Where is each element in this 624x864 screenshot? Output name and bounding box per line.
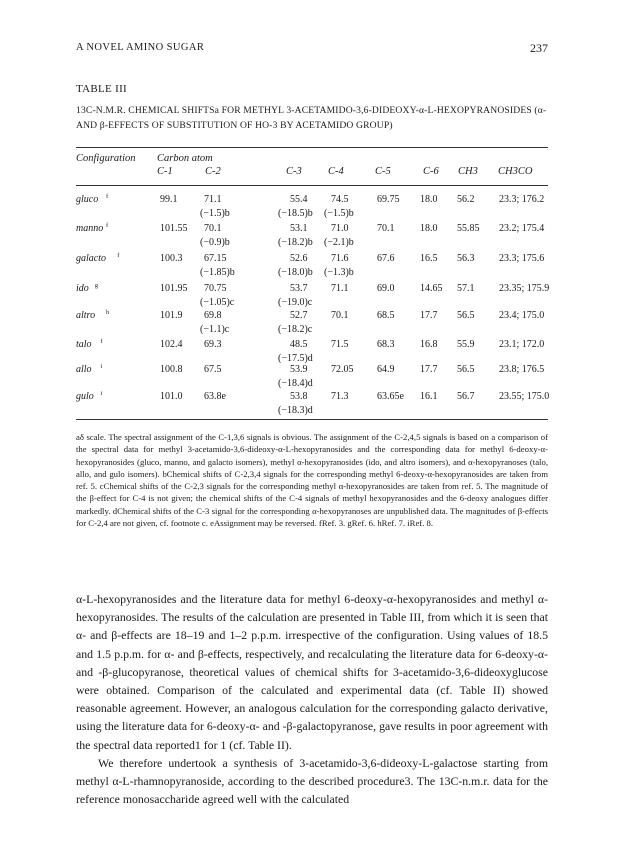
cell-ch3co: 23.35; 175.9 [499,283,550,294]
cell-c2: 69.3 [204,339,222,350]
cell-c6: 18.0 [420,194,438,205]
table-caption: 13C-N.M.R. CHEMICAL SHIFTSa FOR METHYL 3-ACETAMIDO-3,6-DIDEOXY-α-L-HEXOPYRANOSIDES (α- AND β-EFFECTS OF SUBSTITUTION OF HO-3 BY ACETAMIDO GROUP) [76,105,547,131]
cell-c1: 101.0 [160,391,183,402]
running-title: A NOVEL AMINO SUGAR [76,42,205,53]
configuration-footnote-mark: f [100,338,103,345]
page-number: 237 [530,41,548,55]
cell-c4: 71.1 [331,283,349,294]
cell-c6: 16.5 [420,253,438,264]
cell-c3: 53.7 [290,283,308,294]
header-c1: C-1 [157,166,173,177]
cell-c5: 67.6 [377,253,395,264]
cell-c6: 14.65 [420,283,443,294]
cell-c4: 74.5 [331,194,349,205]
cell-c3-effect: (−18.3)d [278,405,313,416]
cell-ch3co: 23.1; 172.0 [499,339,545,350]
configuration-footnote-mark: f [106,222,109,229]
cell-c6: 17.7 [420,364,438,375]
cell-c5: 69.75 [377,194,400,205]
cell-c1: 101.9 [160,310,183,321]
cell-c3-effect: (−18.5)b [278,208,313,219]
cell-c2: 67.15 [204,253,227,264]
cell-c2: 70.1 [204,223,222,234]
row-configuration: altro [76,310,96,321]
row-configuration: allo [76,364,92,375]
cell-c6: 16.1 [420,391,438,402]
cell-ch3: 55.9 [457,339,475,350]
row-configuration: gluco [76,194,99,205]
cell-ch3: 56.5 [457,364,475,375]
cell-c4-effect: (−2.1)b [324,237,354,248]
cell-c1: 102.4 [160,339,183,350]
cell-c2-effect: (−0.9)b [200,237,230,248]
cell-c5: 70.1 [377,223,395,234]
cell-c6: 18.0 [420,223,438,234]
header-configuration: Configuration [76,153,136,164]
cell-c4: 71.3 [331,391,349,402]
running-head [76,42,548,58]
cell-c3-effect: (−18.2)b [278,237,313,248]
cell-c3-effect: (−18.4)d [278,378,313,389]
header-carbon-atom: Carbon atom [157,153,213,164]
cell-c3: 53.8 [290,391,308,402]
cell-c2: 67.5 [204,364,222,375]
cell-c3-effect: (−19.0)c [278,297,313,308]
cell-c4: 71.6 [331,253,349,264]
cell-c2-effect: (−1.05)c [200,297,235,308]
cell-c2-effect: (−1.5)b [200,208,230,219]
cell-ch3: 56.5 [457,310,475,321]
cell-c3-effect: (−17.5)d [278,353,313,364]
cell-ch3co: 23.8; 176.5 [499,364,545,375]
header-ch3co: CH3CO [498,166,533,177]
cell-c4: 70.1 [331,310,349,321]
table-bottom-rule [76,419,548,420]
cell-ch3co: 23.3; 175.6 [499,253,545,264]
row-configuration: manno [76,223,104,234]
table-header-rule [76,185,548,186]
cell-ch3co: 23.4; 175.0 [499,310,545,321]
cell-c2: 71.1 [204,194,222,205]
body-text [76,590,548,808]
cell-c5: 69.0 [377,283,395,294]
header-c6: C-6 [423,166,439,177]
configuration-footnote-mark: f [106,193,109,200]
configuration-footnote-mark: g [94,282,99,289]
header-c4: C-4 [328,166,344,177]
cell-c4: 72.05 [331,364,354,375]
body-paragraph: We therefore undertook a synthesis of 3-acetamido-3,6-dideoxy-L-galactose starting from methyl α-L-rhamnopyranoside, according to the described procedure3. The 13C-n.m.r. data for the reference monosaccharide agreed well with the calculated [76,755,548,807]
header-c5: C-5 [375,166,391,177]
cell-c3: 52.7 [290,310,308,321]
cell-ch3co: 23.3; 176.2 [499,194,545,205]
cell-ch3: 57.1 [457,283,475,294]
row-configuration: talo [76,339,92,350]
cell-c3: 53.9 [290,364,308,375]
table-footnote: aδ scale. The spectral assignment of the C-1,3,6 signals is obvious. The assignment of the C-2,4,5 signals is based on a comparison of the spectral data for methyl 3-acetamido-3,6-dideoxy-α-L-hexopyranosides and the corresponding data for methyl 6-deoxy-α-hexopyranosides (gluco, manno, and galacto isomers), methyl α-hexopyranosides (ido, and altro isomers), and α-hexopyranoses (talo, allo, and gulo isomers). bChemical shifts of C-2,3,4 signals for the corresponding methyl 6-deoxy-α-hexopyranosides are taken from ref. 5. cChemical shifts of the C-2,3 signals for the corresponding methyl α-hexopyranosides are taken from ref. 5. The magnitude of the β-effect for C-4 is not given; the chemical shifts of the C-4 signals of methyl hexopyranosides and the 6-deoxy analogues differ markedly. dChemical shifts of the C-3 signal for the corresponding α-hexopyranoses are unpublished data. The magnitudes of β-effects for C-2,4 are not given, cf. footnote c. eAssignment may be reversed. fRef. 3. gRef. 6. hRef. 7. iRef. 8. [76,432,548,529]
cell-ch3: 55.85 [457,223,480,234]
cell-c1: 101.55 [160,223,188,234]
cell-c3: 53.1 [290,223,308,234]
configuration-footnote-mark: f [117,252,120,259]
cell-c1: 100.3 [160,253,183,264]
cell-ch3: 56.7 [457,391,475,402]
body-paragraph: α-L-hexopyranosides and the literature data for methyl 6-deoxy-α-hexopyranosides and methyl α-hexopyranosides. The results of the calculation are presented in Table III, from which it is seen that α- and β-effects are 18–19 and 1–2 p.p.m. irrespective of the configuration. Using values of 18.5 and 1.5 p.p.m. for α- and β-effects, respectively, and recalculating the literature data for 6-deoxy-α- and -β-glucopyranose, theoretical values of chemical shifts for 3-acetamido-3,6-dideoxyglucose were obtained. Comparison of the calculated and experimental data (cf. Table II) showed reasonable agreement. However, an analogous calculation for the corresponding galacto derivative, using the literature data for 6-deoxy-α- and -β-galactopyranose, gave results in poor agreement with the spectral data reported1 for 1 (cf. Table II). [76,592,548,752]
header-c2: C-2 [205,166,221,177]
cell-c4: 71.0 [331,223,349,234]
cell-c2: 70.75 [204,283,227,294]
row-configuration: ido [76,283,89,294]
cell-c4: 71.5 [331,339,349,350]
cell-c5: 64.9 [377,364,395,375]
cell-ch3co: 23.55; 175.0 [499,391,550,402]
cell-c3: 52.6 [290,253,308,264]
cell-c1: 100.8 [160,364,183,375]
cell-c1: 99.1 [160,194,178,205]
table-top-rule [76,147,548,148]
cell-c3: 48.5 [290,339,308,350]
cell-c2: 69.8 [204,310,222,321]
cell-c1: 101.95 [160,283,188,294]
cell-c2-effect: (−1.1)c [200,324,230,335]
header-c3: C-3 [286,166,302,177]
cell-c5: 68.5 [377,310,395,321]
header-ch3: CH3 [458,166,478,177]
configuration-footnote-mark: i [100,363,103,370]
row-configuration: galacto [76,253,106,264]
cell-c6: 17.7 [420,310,438,321]
configuration-footnote-mark: i [100,390,103,397]
table-label: TABLE III [76,83,127,95]
cell-c6: 16.8 [420,339,438,350]
cell-c2: 63.8e [204,391,226,402]
cell-c3: 55.4 [290,194,308,205]
cell-ch3: 56.2 [457,194,475,205]
row-configuration: gulo [76,391,94,402]
cell-c3-effect: (−18.2)c [278,324,313,335]
cell-c5: 63.65e [377,391,404,402]
cell-c5: 68.3 [377,339,395,350]
cell-ch3co: 23.2; 175.4 [499,223,545,234]
configuration-footnote-mark: h [106,309,110,316]
cell-c4-effect: (−1.3)b [324,267,354,278]
cell-c4-effect: (−1.5)b [324,208,354,219]
cell-c2-effect: (−1.85)b [200,267,235,278]
cell-c3-effect: (−18.0)b [278,267,313,278]
cell-ch3: 56.3 [457,253,475,264]
